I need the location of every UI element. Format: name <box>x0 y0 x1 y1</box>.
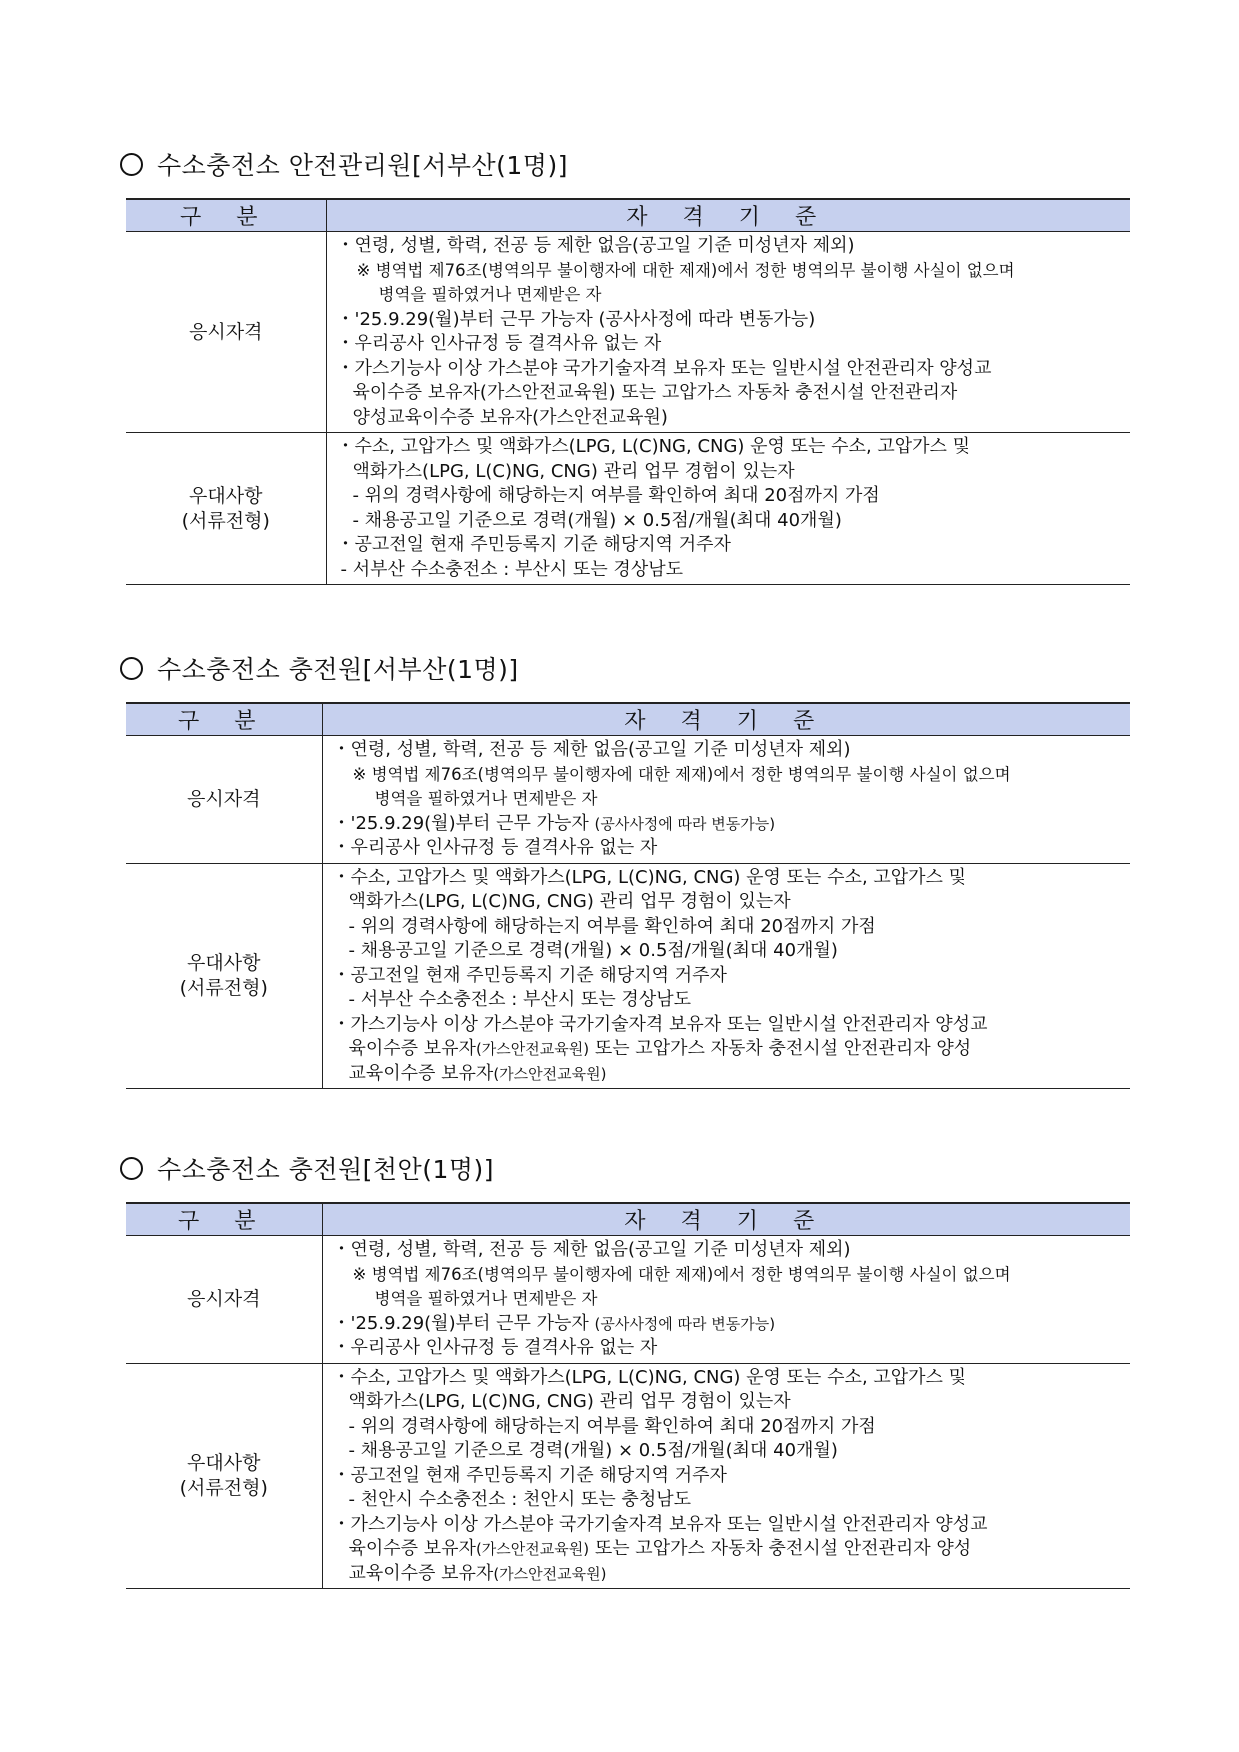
section-title: 수소충전소 안전관리원[서부산(1명)] <box>120 146 568 182</box>
category-cell: 응시자격 <box>126 232 326 433</box>
criteria-line: - 서부산 수소충전소 : 부산시 또는 경상남도 <box>340 558 683 580</box>
header-criteria: 자 격 기 준 <box>322 703 1130 736</box>
criteria-line: - 채용공고일 기준으로 경력(개월) × 0.5점/개월(최대 40개월) <box>352 509 842 531</box>
criteria-line: 병역을 필하였거나 면제받은 자 <box>378 285 602 304</box>
criteria-line: ・공고전일 현재 주민등록지 기준 해당지역 거주자 <box>336 534 731 555</box>
criteria-line: ・'25.9.29(월)부터 근무 가능자 (공사사정에 따라 변동가능) <box>332 812 776 834</box>
criteria-line: ※ 병역법 제76조(병역의무 불이행자에 대한 제재)에서 정한 병역의무 불이행 사실이 없으며 <box>352 1264 1011 1284</box>
criteria-line: ・우리공사 인사규정 등 결격사유 없는 자 <box>332 837 658 858</box>
header-category: 구 분 <box>126 703 322 736</box>
criteria-line: - 위의 경력사항에 해당하는지 여부를 확인하여 최대 20점까지 가점 <box>348 915 876 937</box>
criteria-line: 병역을 필하였거나 면제받은 자 <box>374 1289 598 1308</box>
criteria-line: 육이수증 보유자(가스안전교육원) 또는 고압가스 자동차 충전시설 안전관리자 양성 <box>348 1538 972 1559</box>
table-row <box>126 863 1130 1089</box>
circle-bullet-icon <box>120 1157 143 1180</box>
criteria-line: ・가스기능사 이상 가스분야 국가기술자격 보유자 또는 일반시설 안전관리자 양성교 <box>332 1513 988 1535</box>
criteria-cell <box>322 863 1130 1089</box>
header-category: 구 분 <box>126 199 326 232</box>
criteria-cell <box>322 1363 1130 1589</box>
criteria-line: 액화가스(LPG, L(C)NG, CNG) 관리 업무 경험이 있는자 <box>352 460 795 482</box>
criteria-line: ・수소, 고압가스 및 액화가스(LPG, L(C)NG, CNG) 운영 또는 수소, 고압가스 및 <box>332 1366 967 1388</box>
criteria-line: ・가스기능사 이상 가스분야 국가기술자격 보유자 또는 일반시설 안전관리자 양성교 <box>336 357 992 379</box>
circle-bullet-icon <box>120 153 143 176</box>
criteria-line: - 천안시 수소충전소 : 천안시 또는 충청남도 <box>348 1489 691 1510</box>
criteria-line: ・가스기능사 이상 가스분야 국가기술자격 보유자 또는 일반시설 안전관리자 양성교 <box>332 1013 988 1035</box>
criteria-line: - 위의 경력사항에 해당하는지 여부를 확인하여 최대 20점까지 가점 <box>352 485 880 506</box>
criteria-line: ・연령, 성별, 학력, 전공 등 제한 없음(공고일 기준 미성년자 제외) <box>332 1239 851 1260</box>
header-criteria: 자 격 기 준 <box>326 199 1130 232</box>
criteria-line: ・수소, 고압가스 및 액화가스(LPG, L(C)NG, CNG) 운영 또는 수소, 고압가스 및 <box>336 436 971 457</box>
table-row <box>126 232 1130 433</box>
criteria-line: 교육이수증 보유자(가스안전교육원) <box>348 1062 607 1084</box>
criteria-line: ・연령, 성별, 학력, 전공 등 제한 없음(공고일 기준 미성년자 제외) <box>332 739 851 760</box>
criteria-line: 교육이수증 보유자(가스안전교육원) <box>348 1562 607 1584</box>
header-category: 구 분 <box>126 1203 322 1236</box>
criteria-line: 액화가스(LPG, L(C)NG, CNG) 관리 업무 경험이 있는자 <box>348 891 791 912</box>
criteria-line: ※ 병역법 제76조(병역의무 불이행자에 대한 제재)에서 정한 병역의무 불이행 사실이 없으며 <box>352 764 1011 784</box>
table-row <box>126 1236 1130 1364</box>
table-header <box>126 1203 1130 1236</box>
criteria-cell <box>326 433 1130 585</box>
criteria-line: - 서부산 수소충전소 : 부산시 또는 경상남도 <box>348 989 691 1010</box>
table-row <box>126 1363 1130 1589</box>
criteria-line: ・우리공사 인사규정 등 결격사유 없는 자 <box>336 333 662 354</box>
criteria-line: ・연령, 성별, 학력, 전공 등 제한 없음(공고일 기준 미성년자 제외) <box>336 235 855 256</box>
category-cell: 우대사항 (서류전형) <box>126 1363 322 1589</box>
criteria-cell <box>326 232 1130 433</box>
section-title: 수소충전소 충전원[서부산(1명)] <box>120 650 519 686</box>
criteria-line: - 채용공고일 기준으로 경력(개월) × 0.5점/개월(최대 40개월) <box>348 940 838 961</box>
category-cell: 우대사항 (서류전형) <box>126 433 326 585</box>
table-header <box>126 199 1130 232</box>
qualification-table <box>126 702 1130 1089</box>
criteria-line: ・수소, 고압가스 및 액화가스(LPG, L(C)NG, CNG) 운영 또는 수소, 고압가스 및 <box>332 866 967 888</box>
criteria-line: 액화가스(LPG, L(C)NG, CNG) 관리 업무 경험이 있는자 <box>348 1391 791 1412</box>
criteria-line: ・'25.9.29(월)부터 근무 가능자 (공사사정에 따라 변동가능) <box>336 308 816 330</box>
criteria-line: ・'25.9.29(월)부터 근무 가능자 (공사사정에 따라 변동가능) <box>332 1312 776 1334</box>
criteria-cell <box>322 1236 1130 1364</box>
table-header <box>126 703 1130 736</box>
category-cell: 응시자격 <box>126 736 322 864</box>
criteria-cell <box>322 736 1130 864</box>
criteria-line: - 위의 경력사항에 해당하는지 여부를 확인하여 최대 20점까지 가점 <box>348 1415 876 1437</box>
category-cell: 우대사항 (서류전형) <box>126 863 322 1089</box>
criteria-line: 육이수증 보유자(가스안전교육원) 또는 고압가스 자동차 충전시설 안전관리자 <box>352 382 958 403</box>
criteria-line: ・공고전일 현재 주민등록지 기준 해당지역 거주자 <box>332 964 727 986</box>
qualification-table <box>126 1202 1130 1589</box>
table-row <box>126 433 1130 585</box>
qualification-table <box>126 198 1130 585</box>
header-criteria: 자 격 기 준 <box>322 1203 1130 1236</box>
criteria-line: 육이수증 보유자(가스안전교육원) 또는 고압가스 자동차 충전시설 안전관리자 양성 <box>348 1038 972 1059</box>
category-cell: 응시자격 <box>126 1236 322 1364</box>
criteria-line: ※ 병역법 제76조(병역의무 불이행자에 대한 제재)에서 정한 병역의무 불이행 사실이 없으며 <box>356 260 1015 280</box>
criteria-line: 병역을 필하였거나 면제받은 자 <box>374 789 598 808</box>
table-row <box>126 736 1130 864</box>
section-title: 수소충전소 충전원[천안(1명)] <box>120 1150 494 1186</box>
criteria-line: - 채용공고일 기준으로 경력(개월) × 0.5점/개월(최대 40개월) <box>348 1440 838 1461</box>
criteria-line: ・공고전일 현재 주민등록지 기준 해당지역 거주자 <box>332 1464 727 1486</box>
circle-bullet-icon <box>120 657 143 680</box>
criteria-line: ・우리공사 인사규정 등 결격사유 없는 자 <box>332 1337 658 1358</box>
criteria-line: 양성교육이수증 보유자(가스안전교육원) <box>352 406 668 428</box>
